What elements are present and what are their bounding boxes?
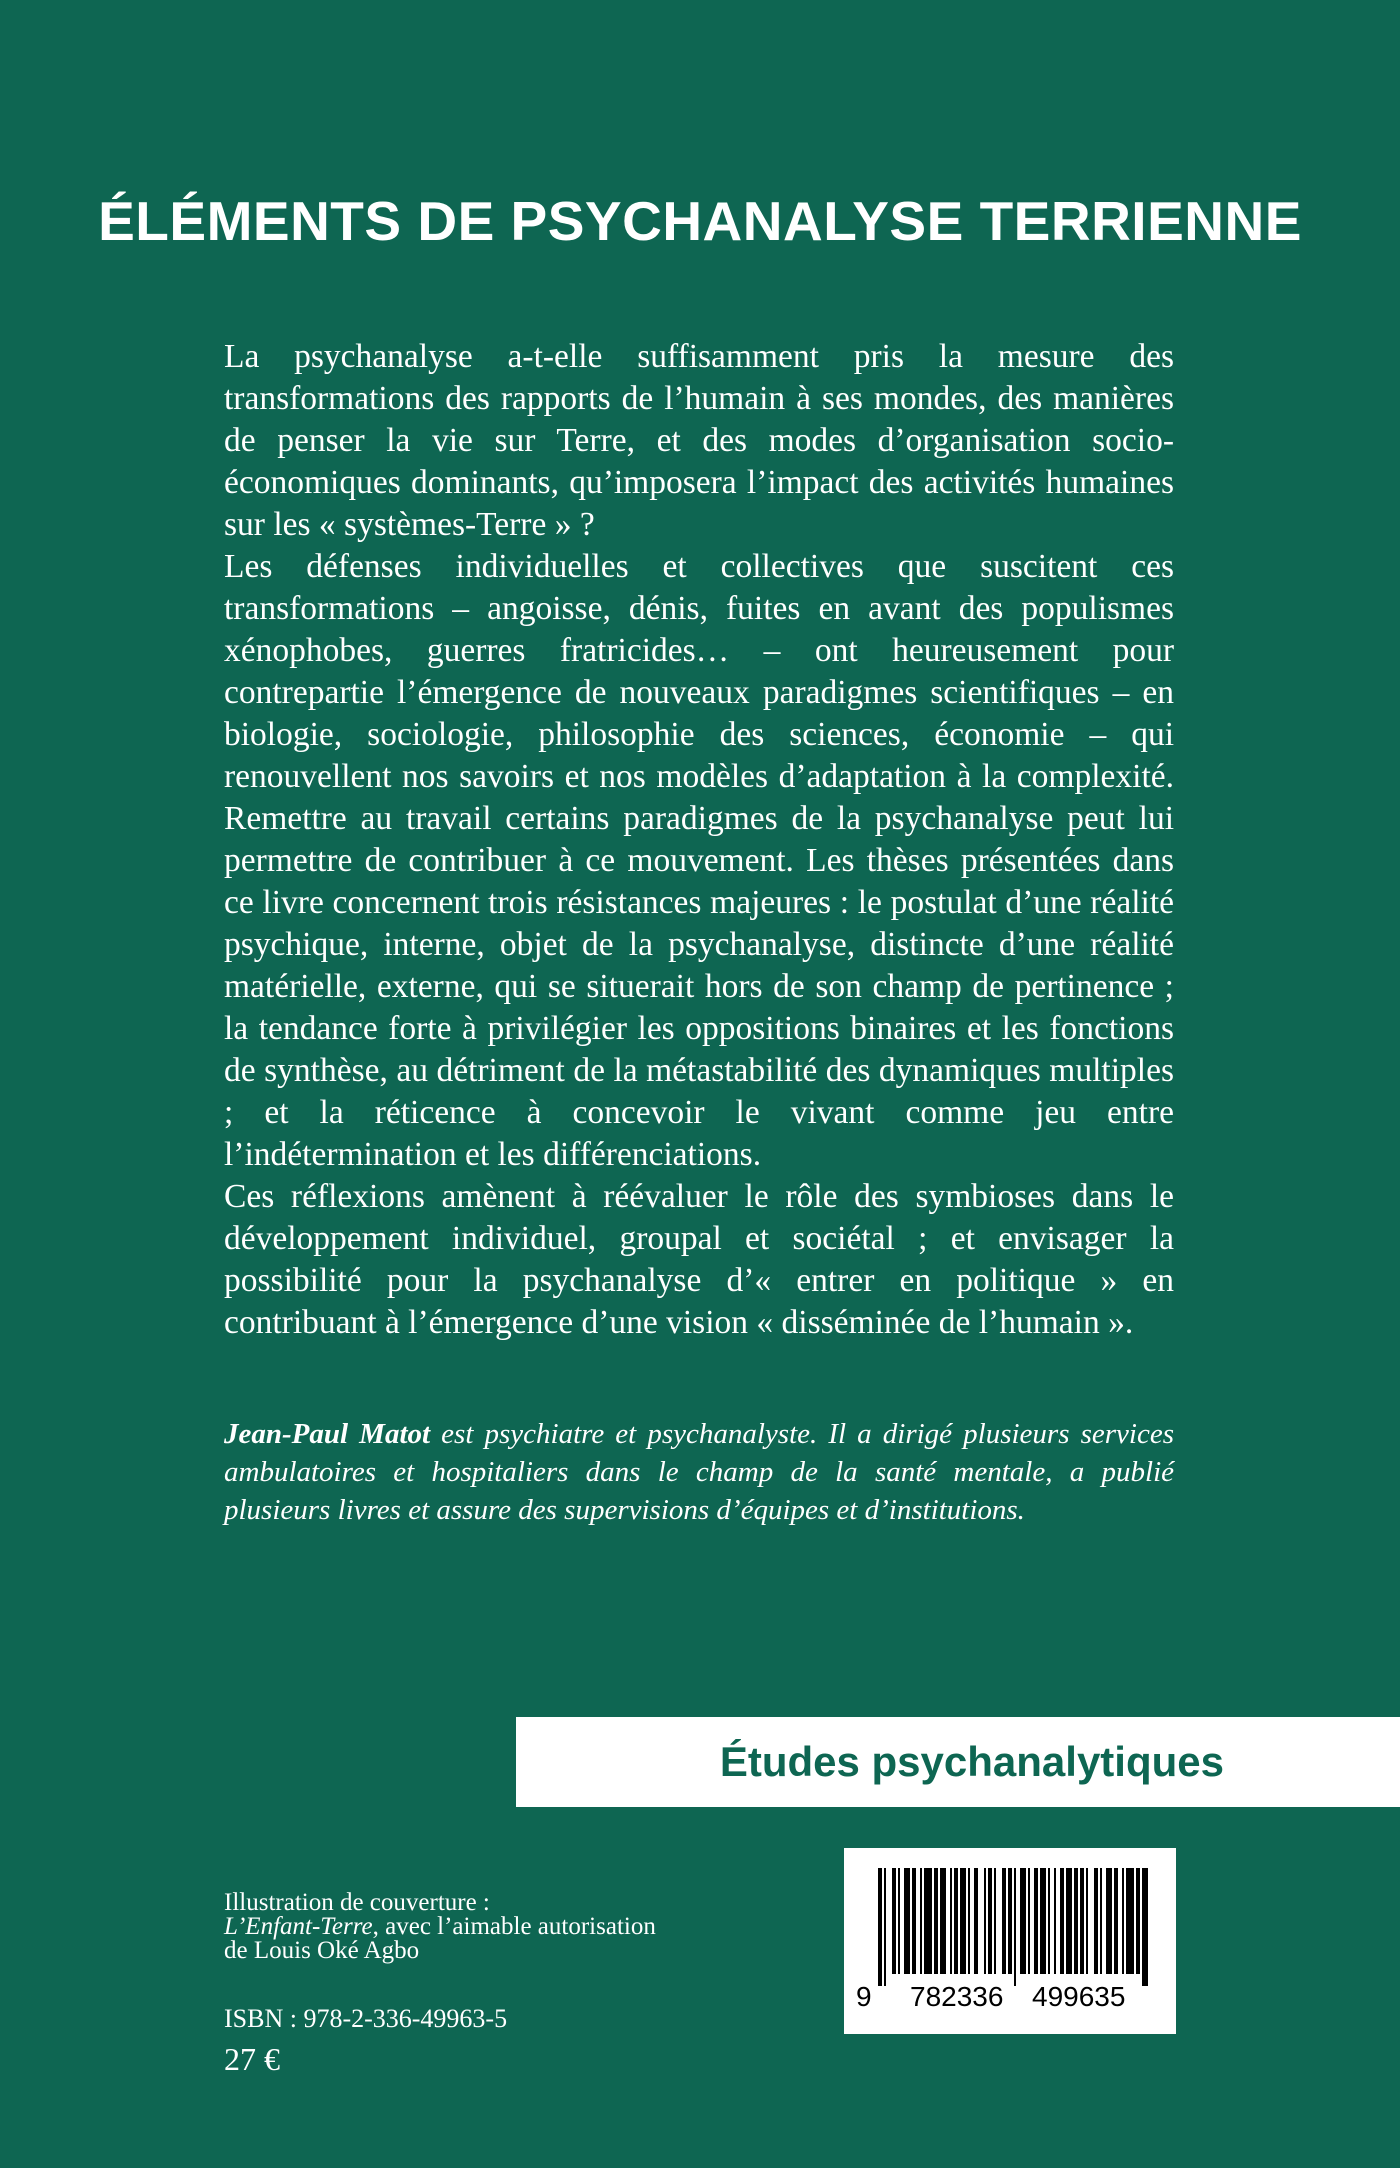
barcode-bar (994, 1868, 996, 1974)
blurb-paragraph-1: La psychanalyse a-t-elle suffisamment pris la mesure des transformations des rapports de l’humain à ses mondes, des manières de penser la vie sur Terre, et des modes d’organisation socio-économiques dominants, qu’imposera l’impact des activités humaines sur les « systèmes-Terre » ? (224, 338, 1174, 543)
barcode-bar (1020, 1868, 1026, 1974)
barcode-digits-group-2: 499635 (1032, 1981, 1126, 2012)
book-title: ÉLÉMENTS DE PSYCHANALYSE TERRIENNE (98, 190, 1302, 252)
barcode-bar (968, 1868, 970, 1974)
author-name: Jean-Paul Matot (224, 1418, 431, 1450)
barcode-bar (892, 1868, 896, 1974)
series-label: Études psychanalytiques (719, 1738, 1224, 1785)
credits-line-2-rest: , avec l’aimable autorisation (372, 1913, 656, 1940)
barcode-bar (884, 1868, 886, 1986)
barcode-bar (1066, 1868, 1072, 1974)
barcode-bars (878, 1868, 1148, 1986)
cover-credits (224, 1891, 744, 1963)
blurb-paragraph-3: Ces réflexions amènent à réévaluer le rôle des symbioses dans le développement individuel, groupal et sociétal ; et envisager la possibilité pour la psychanalyse d’« entrer en politique » en contribuant à l’émergence d’une vision « disséminée de l’humain ». (224, 1178, 1174, 1341)
barcode-bar (898, 1868, 900, 1974)
barcode-bar (878, 1868, 882, 1986)
barcode-bar (1028, 1868, 1030, 1974)
barcode (844, 1848, 1176, 2034)
barcode-digit-first: 9 (856, 1981, 872, 2012)
barcode-bar (1080, 1868, 1084, 1974)
price-label: 27 € (224, 2041, 280, 2077)
barcode-bar (1136, 1868, 1140, 1974)
barcode-bar (1014, 1868, 1016, 1986)
barcode-bar (920, 1868, 922, 1974)
barcode-bar (1008, 1868, 1012, 1974)
barcode-bar (1048, 1868, 1050, 1974)
barcode-graphic (844, 1848, 1176, 2034)
barcode-bar (950, 1868, 952, 1974)
barcode-bar (1114, 1868, 1118, 1974)
barcode-bar (1142, 1868, 1148, 1986)
isbn-label: ISBN : 978-2-336-49963-5 (224, 2004, 508, 2033)
credits-line-1: Illustration de couverture : (224, 1889, 490, 1916)
barcode-bar (1094, 1868, 1098, 1974)
barcode-bar (904, 1868, 910, 1974)
credits-line-2 (224, 1915, 744, 1939)
barcode-bar (940, 1868, 946, 1974)
barcode-bar (934, 1868, 938, 1974)
back-cover-blurb (224, 336, 1174, 1344)
barcode-bar (1074, 1868, 1078, 1974)
barcode-bar (954, 1868, 958, 1974)
barcode-bar (1106, 1868, 1112, 1974)
barcode-bar (1040, 1868, 1046, 1974)
barcode-bar (1034, 1868, 1038, 1974)
barcode-bar (1086, 1868, 1088, 1974)
series-band (516, 1717, 1400, 1807)
barcode-bar (960, 1868, 966, 1974)
artwork-title: L’Enfant-Terre (224, 1913, 373, 1940)
barcode-bar (912, 1868, 916, 1974)
barcode-bar (988, 1868, 992, 1974)
barcode-digits-group-1: 782336 (910, 1981, 1004, 2012)
blurb-paragraph-2: Les défenses individuelles et collectives que suscitent ces transformations – angoisse, dénis, fuites en avant des populismes xénophobes, guerres fratricides… – ont heureusement pour contrepartie l’émergence de nouveaux paradigmes scientifiques – en biologie, sociologie, philosophie des sciences, économie – qui renouvellent nos savoirs et nos modèles d’adaptation à la complexité. Remettre au travail certains paradigmes de la psychanalyse peut lui permettre de contribuer à ce mouvement. Les thèses présentées dans ce livre concernent trois résistances majeures : le postulat d’une réalité psychique, interne, objet de la psychanalyse, distincte d’une réalité matérielle, externe, qui se situerait hors de son champ de pertinence ; la tendance forte à privilégier les oppositions binaires et les fonctions de synthèse, au détriment de la métastabilité des dynamiques multiples ; et la réticence à concevoir le vivant comme jeu entre l’indétermination et les différenciations. (224, 548, 1174, 1173)
barcode-bar (974, 1868, 978, 1974)
barcode-bar (1002, 1868, 1006, 1974)
barcode-bar (1122, 1868, 1124, 1974)
credits-line-3: de Louis Oké Agbo (224, 1937, 420, 1964)
author-bio (224, 1415, 1174, 1529)
barcode-bar (1100, 1868, 1102, 1974)
barcode-bar (1060, 1868, 1064, 1974)
barcode-bar (984, 1868, 986, 1974)
barcode-bar (1126, 1868, 1134, 1974)
barcode-bar (1054, 1868, 1056, 1974)
barcode-bar (924, 1868, 932, 1974)
author-bio-text: est psychiatre et psychanalyste. Il a dirigé plusieurs services ambulatoires et hospitaliers dans le champ de la santé mentale, a publié plusieurs livres et assure des supervisions d’équipes et d’institutions. (224, 1418, 1174, 1526)
